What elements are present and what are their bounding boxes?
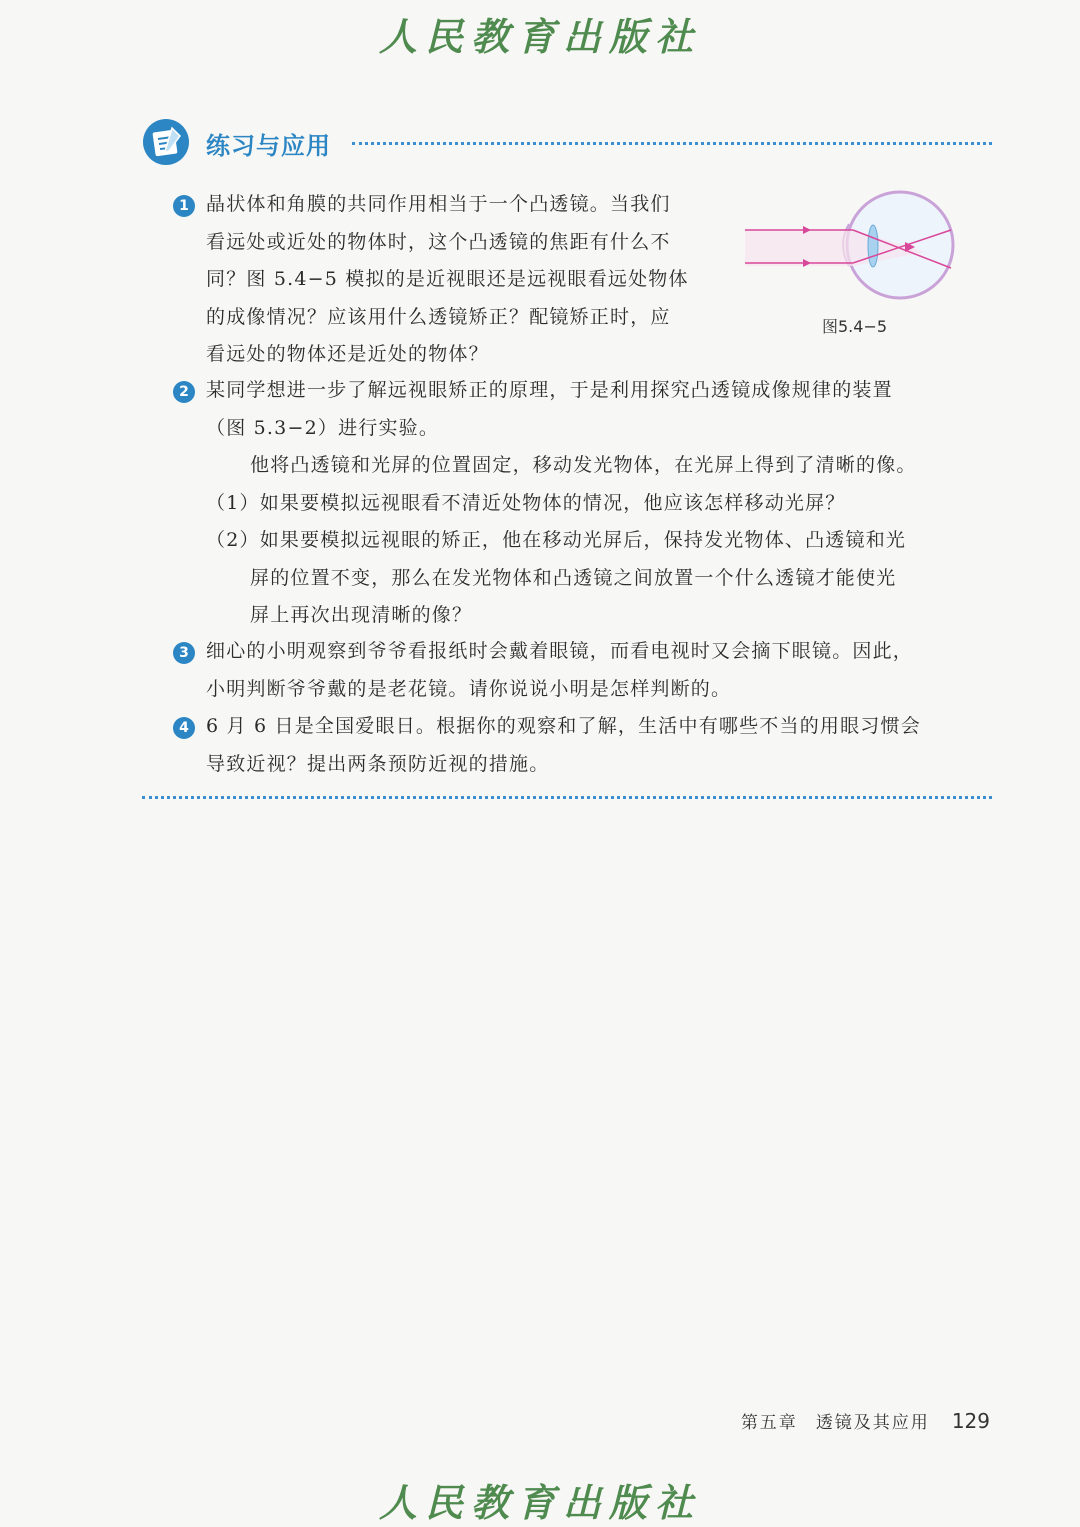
question-3-line: 小明判断爷爷戴的是老花镜。请你说说小明是怎样判断的。 (206, 677, 732, 700)
question-number-4: 4 (173, 717, 195, 739)
publisher-watermark-top: 人民教育出版社 (378, 14, 701, 59)
question-2-sub-2-line: 屏的位置不变，那么在发光物体和凸透镜之间放置一个什么透镜才能使光 (250, 566, 897, 589)
question-2-sub-1: （1）如果要模拟远视眼看不清近处物体的情况，他应该怎样移动光屏？ (206, 491, 846, 514)
section-divider-bottom (142, 796, 992, 799)
figure-caption: 图5.4−5 (822, 317, 888, 336)
question-1-line: 看远处或近处的物体时，这个凸透镜的焦距有什么不 (206, 230, 671, 253)
question-2-line: 某同学想进一步了解远视眼矫正的原理，于是利用探究凸透镜成像规律的装置 (206, 379, 893, 401)
question-2 (206, 372, 1006, 635)
question-1-line: 晶状体和角膜的共同作用相当于一个凸透镜。当我们 (206, 193, 671, 215)
question-3 (206, 633, 1006, 708)
question-3-line: 细心的小明观察到爷爷看报纸时会戴着眼镜，而看电视时又会摘下眼镜。因此， (206, 640, 914, 662)
question-4-line: 6 月 6 日是全国爱眼日。根据你的观察和了解，生活中有哪些不当的用眼习惯会 (206, 715, 921, 737)
question-number-1: 1 (173, 195, 195, 217)
question-number-2: 2 (173, 381, 195, 403)
page-number: 129 (951, 1409, 990, 1433)
question-number-3: 3 (173, 642, 195, 664)
section-title: 练习与应用 (206, 132, 331, 160)
question-2-paragraph: 他将凸透镜和光屏的位置固定，移动发光物体，在光屏上得到了清晰的像。 (250, 454, 917, 476)
question-1 (206, 186, 726, 374)
publisher-watermark-bottom: 人民教育出版社 (378, 1480, 701, 1525)
section-header (142, 118, 992, 170)
question-1-line: 看远处的物体还是近处的物体？ (206, 343, 489, 365)
question-1-line: 的成像情况？应该用什么透镜矫正？配镜矫正时，应 (206, 305, 671, 328)
question-2-sub-2-line: （2）如果要模拟远视眼的矫正，他在移动光屏后，保持发光物体、凸透镜和光 (206, 529, 907, 551)
notebook-pen-icon (142, 118, 190, 166)
page-footer (0, 1408, 990, 1433)
crystalline-lens (868, 225, 878, 267)
section-divider-top (352, 142, 992, 145)
question-1-line: 同？图 5.4−5 模拟的是近视眼还是远视眼看远处物体 (206, 268, 689, 290)
question-4-line: 导致近视？提出两条预防近视的措施。 (206, 752, 550, 775)
question-4 (206, 708, 1006, 783)
question-2-line: （图 5.3−2）进行实验。 (206, 416, 440, 439)
eye-diagram-figure (745, 190, 960, 305)
footer-chapter: 第五章 (740, 1413, 798, 1433)
footer-title: 透镜及其应用 (815, 1413, 930, 1433)
question-2-sub-2-line: 屏上再次出现清晰的像？ (250, 604, 473, 626)
